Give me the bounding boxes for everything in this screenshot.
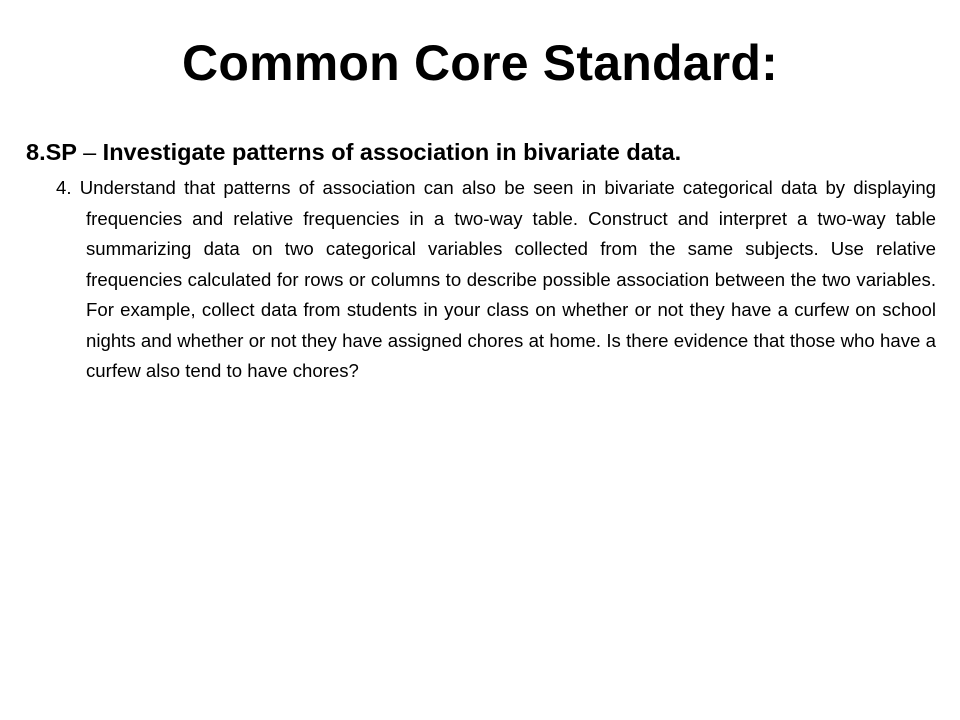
slide-title: Common Core Standard: bbox=[182, 35, 778, 91]
standard-item bbox=[56, 173, 936, 387]
standard-code: 8.SP bbox=[26, 139, 77, 165]
standard-heading-text: Investigate patterns of association in bivariate data. bbox=[102, 139, 682, 165]
standard-item-text: Understand that patterns of association can also be seen in bivariate categorical data by displaying frequencies and relative frequencies in a two-way table. Construct and interpret a two-way table summarizing data on two categorical variables collected from the same subjects. Use relative frequencies calculated for rows or columns to describe possible association between the two variables. For example, collect data from students in your class on whether or not they have a curfew on school nights and whether or not they have assigned chores at home. Is there evidence that those who have a curfew also tend to have chores? bbox=[79, 177, 936, 381]
standard-item-number: 4. bbox=[56, 177, 72, 198]
standard-separator: – bbox=[83, 139, 97, 165]
standard-heading bbox=[26, 136, 936, 168]
